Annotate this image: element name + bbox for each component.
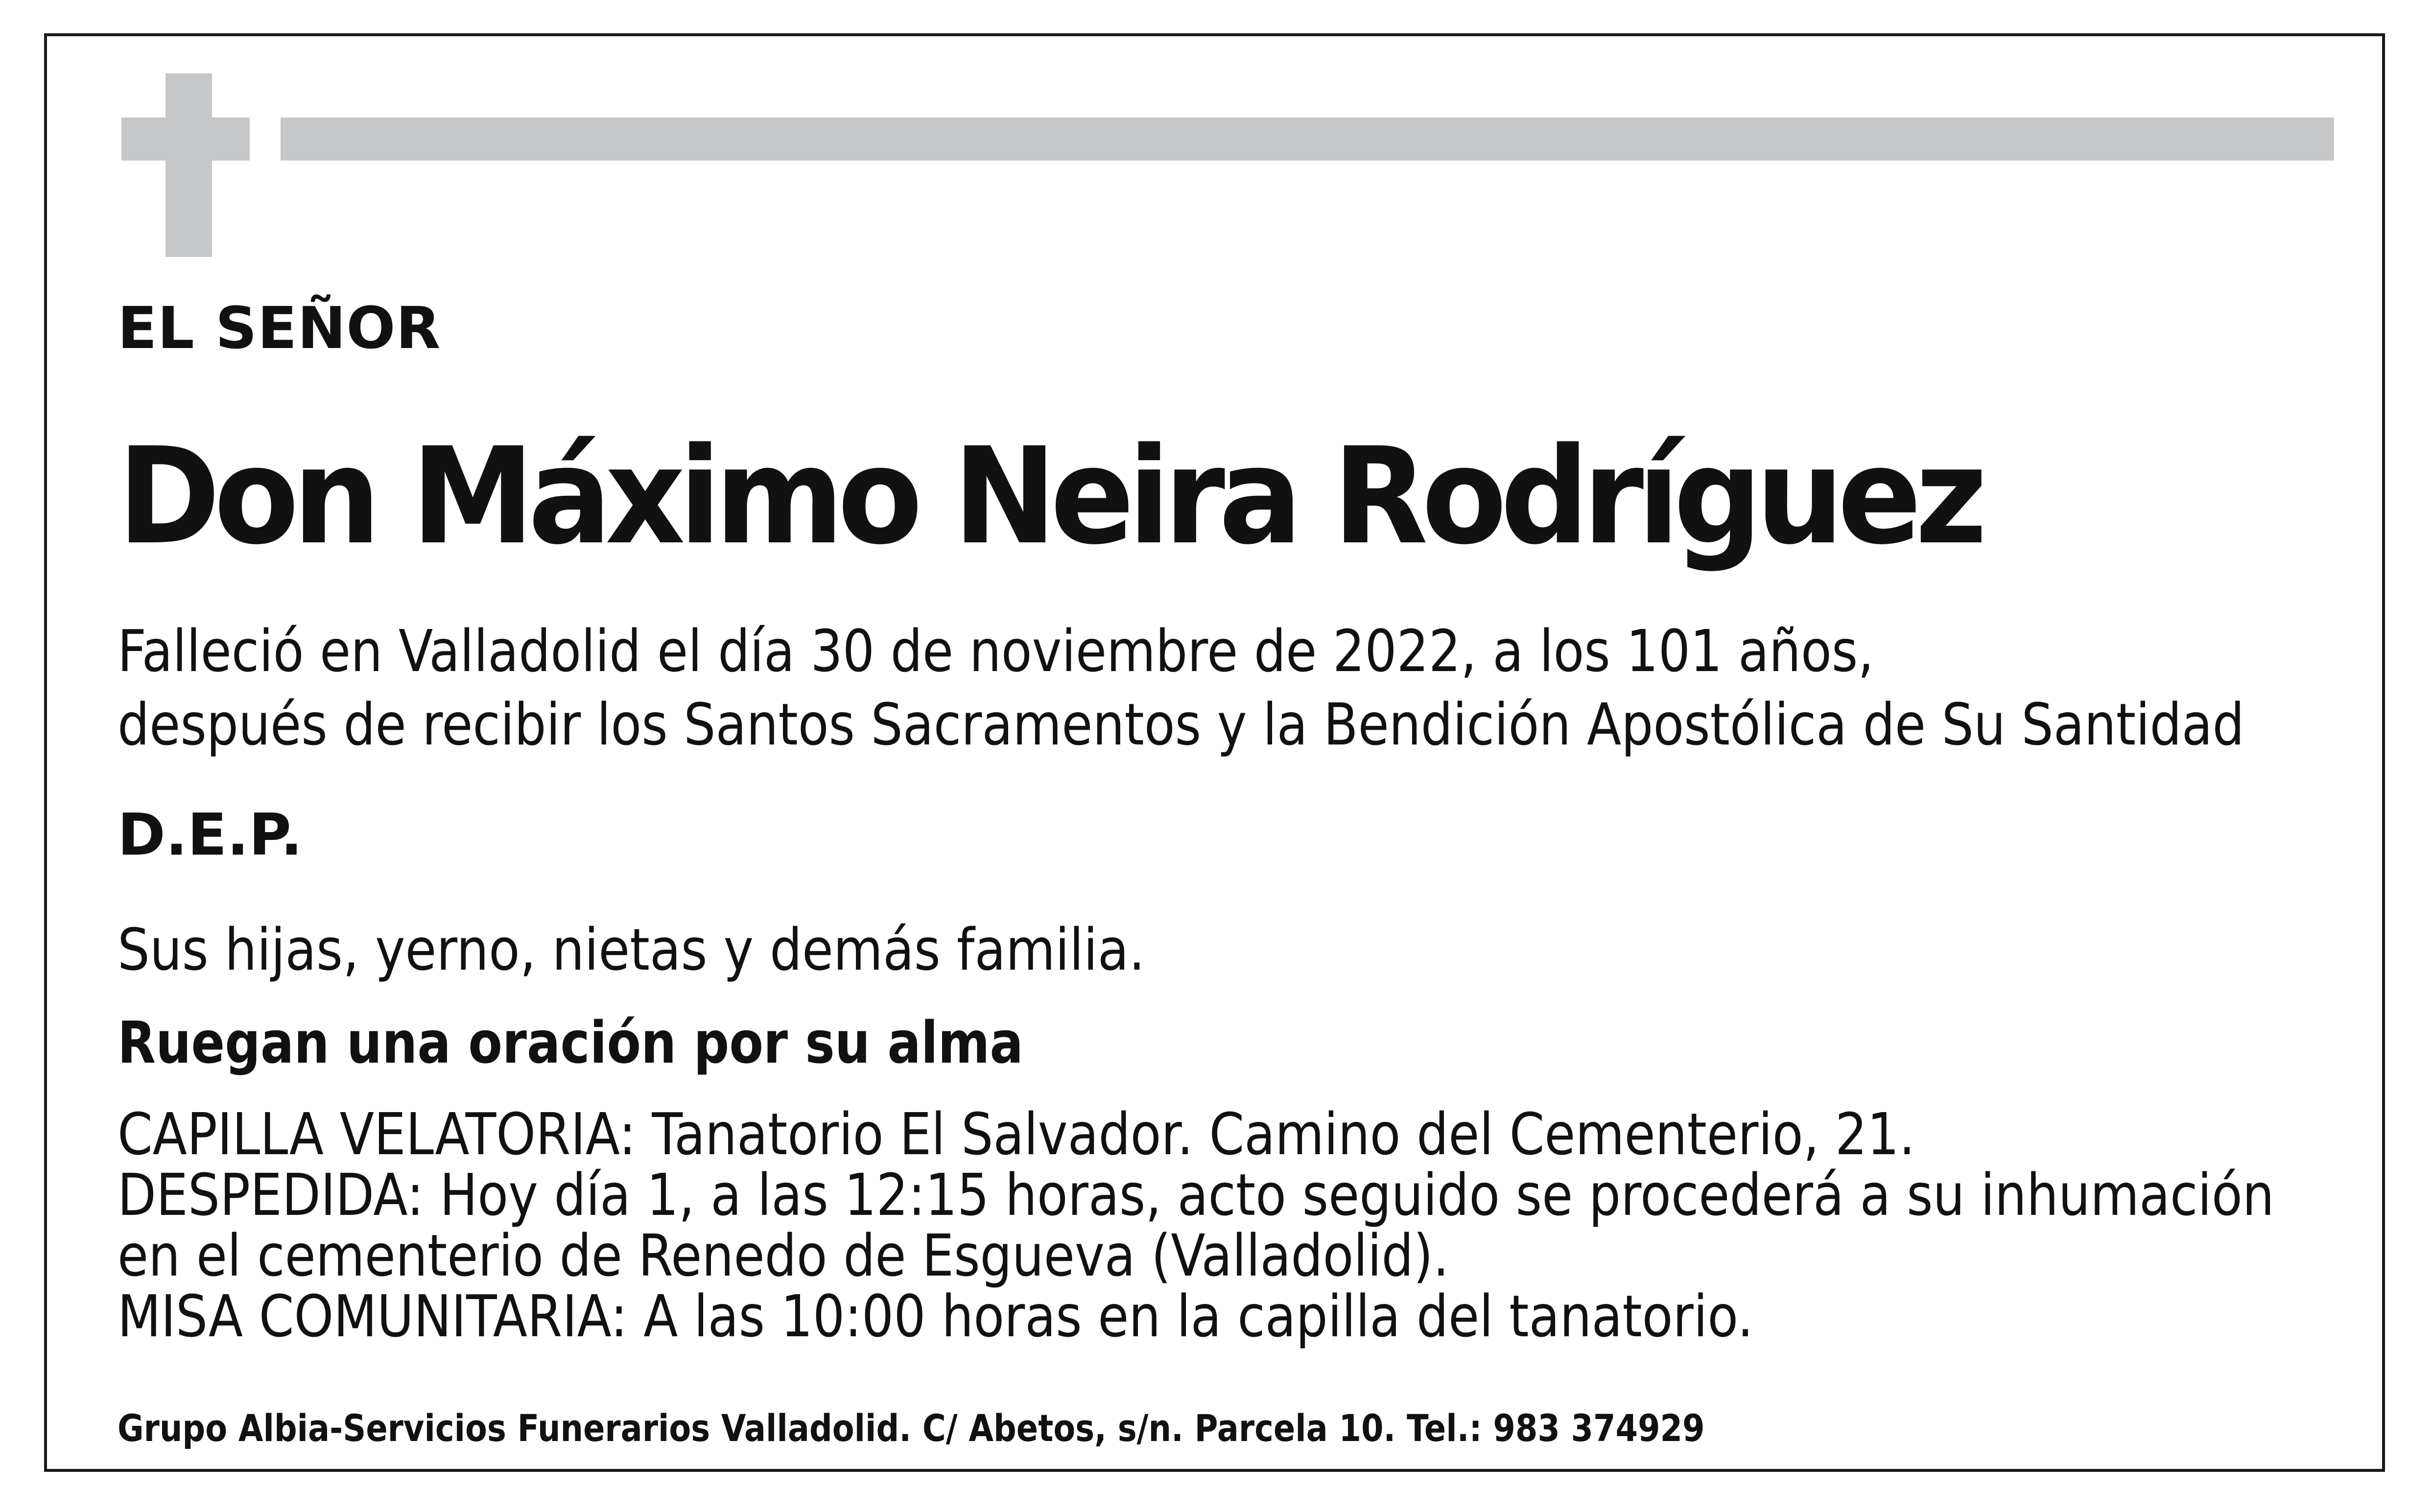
death-line: Falleció en Valladolid el día 30 de noviembre de 2022, a los 101 años, bbox=[118, 617, 1874, 685]
cross-vertical-beam bbox=[165, 73, 212, 257]
rest-in-peace-label: D.E.P. bbox=[118, 801, 303, 868]
cross-horizontal-beam bbox=[121, 117, 250, 161]
service-details bbox=[118, 1100, 2274, 1350]
death-announcement bbox=[118, 614, 2245, 761]
death-line: después de recibir los Santos Sacramentos y la Bendición Apostólica de Su Santidad bbox=[118, 691, 2245, 758]
prayer-request: Ruegan una oración por su alma bbox=[118, 1009, 1023, 1076]
honorific-heading: EL SEÑOR bbox=[118, 294, 441, 362]
decorative-header-bar bbox=[281, 117, 2334, 161]
details-line: CAPILLA VELATORIA: Tanatorio El Salvador. Camino del Cementerio, 21. bbox=[118, 1100, 1915, 1168]
details-line: MISA COMUNITARIA: A las 10:00 horas en la capilla del tanatorio. bbox=[118, 1282, 1753, 1350]
funeral-home-footer: Grupo Albia-Servicios Funerarios Valladolid. C/ Abetos, s/n. Parcela 10. Tel.: 983 374929 bbox=[118, 1406, 1705, 1450]
details-line: DESPEDIDA: Hoy día 1, a las 12:15 horas, acto seguido se procederá a su inhumación bbox=[118, 1161, 2274, 1229]
family-mourners: Sus hijas, yerno, nietas y demás familia. bbox=[118, 916, 1145, 983]
deceased-name: Don Máximo Neira Rodríguez bbox=[118, 419, 1981, 574]
details-line: en el cementerio de Renedo de Esgueva (Valladolid). bbox=[118, 1222, 1449, 1289]
